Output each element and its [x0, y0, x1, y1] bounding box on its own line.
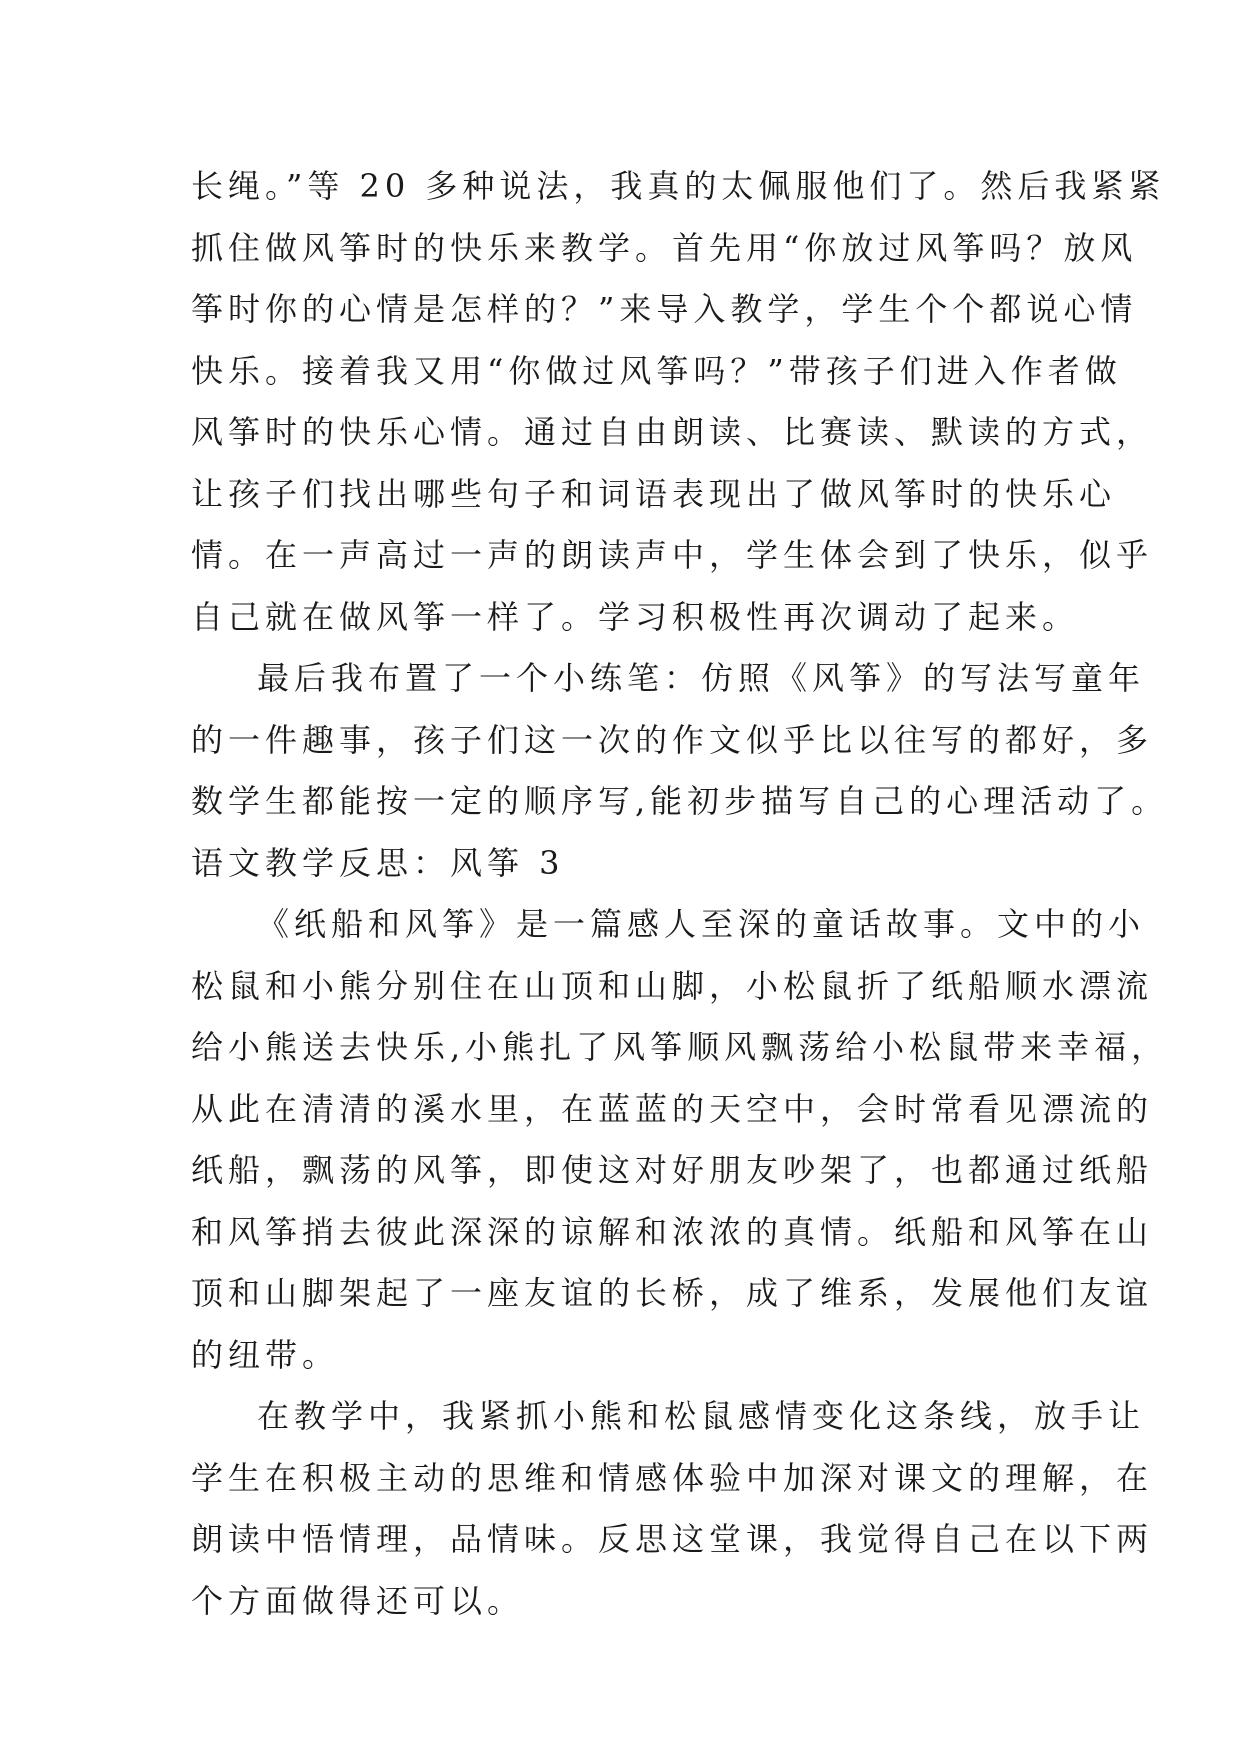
- text-line: 快乐。接着我又用“你做过风筝吗？”带孩子们进入作者做: [191, 351, 1122, 390]
- paragraph-first-line: 在教学中，我紧抓小熊和松鼠感情变化这条线，放手让: [257, 1397, 1146, 1435]
- section-heading: 语文教学反思：风筝 3: [191, 843, 565, 882]
- text-line: 个方面做得还可以。: [191, 1581, 525, 1620]
- text-line: 松鼠和小熊分别住在山顶和山脚，小松鼠折了纸船顺水漂流: [191, 966, 1154, 1005]
- text-line: 风筝时的快乐心情。通过自由朗读、比赛读、默读的方式，: [191, 413, 1154, 451]
- text-line: 给小熊送去快乐,小熊扎了风筝顺风飘荡给小松鼠带来幸福，: [191, 1028, 1169, 1066]
- text-line: 的纽带。: [191, 1335, 340, 1374]
- text-line: 情。在一声高过一声的朗读声中，学生体会到了快乐，似乎: [191, 536, 1154, 574]
- text-line: 筝时你的心情是怎样的？”来导入教学，学生个个都说心情: [191, 290, 1138, 328]
- text-line: 的一件趣事，孩子们这一次的作文似乎比以往写的都好，多: [191, 720, 1154, 759]
- text-line: 和风筝捎去彼此深深的谅解和浓浓的真情。纸船和风筝在山: [191, 1212, 1154, 1251]
- text-line: 数学生都能按一定的顺序写,能初步描写自己的心理活动了。: [191, 782, 1169, 820]
- paragraph-first-line: 《纸船和风筝》是一篇感人至深的童话故事。文中的小: [257, 905, 1146, 943]
- text-line: 长绳。”等 20 多种说法，我真的太佩服他们了。然后我紧紧: [191, 167, 1166, 205]
- paragraph-first-line: 最后我布置了一个小练笔：仿照《风筝》的写法写童年: [257, 659, 1146, 697]
- text-line: 自己就在做风筝一样了。学习积极性再次调动了起来。: [191, 597, 1080, 636]
- text-line: 从此在清清的溪水里，在蓝蓝的天空中，会时常看见漂流的: [191, 1089, 1154, 1128]
- text-line: 朗读中悟情理，品情味。反思这堂课，我觉得自己在以下两: [191, 1520, 1154, 1558]
- text-line: 顶和山脚架起了一座友谊的长桥，成了维系，发展他们友谊: [191, 1274, 1154, 1312]
- text-line: 纸船，飘荡的风筝，即使这对好朋友吵架了，也都通过纸船: [191, 1151, 1154, 1189]
- text-line: 学生在积极主动的思维和情感体验中加深对课文的理解，在: [191, 1458, 1154, 1497]
- body-text: [191, 156, 1169, 1632]
- text-line: 让孩子们找出哪些句子和词语表现出了做风筝时的快乐心: [191, 474, 1117, 513]
- text-line: 抓住做风筝时的快乐来教学。首先用“你放过风筝吗？放风: [191, 228, 1138, 267]
